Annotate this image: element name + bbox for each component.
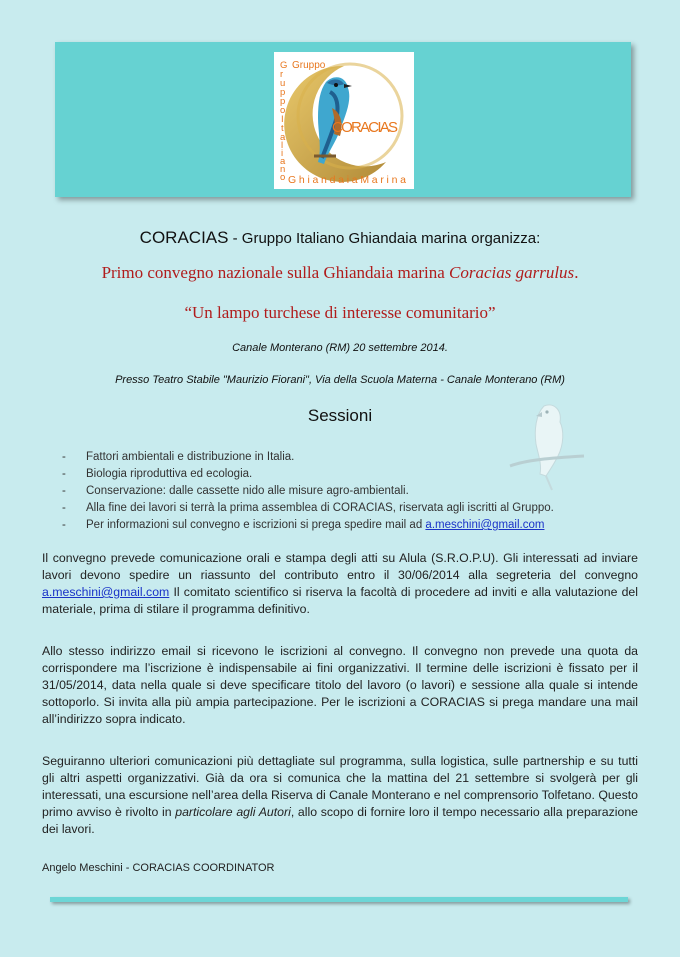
logo-center-text: CORACIAS bbox=[332, 119, 398, 136]
logo-letter: I bbox=[281, 114, 284, 125]
signature: Angelo Meschini - CORACIAS COORDINATOR bbox=[42, 862, 275, 874]
header-banner bbox=[55, 42, 631, 197]
sessions-list bbox=[62, 449, 554, 534]
logo-letter: a bbox=[280, 132, 286, 143]
title-italic: Coracias garrulus bbox=[449, 263, 575, 282]
logo-letter: r bbox=[280, 69, 284, 80]
logo-letter: t bbox=[281, 123, 284, 134]
logo-bottom-text: GhiandaiaMarina bbox=[288, 174, 406, 186]
convention-title bbox=[0, 263, 680, 283]
convention-subtitle: “Un lampo turchese di interesse comunitario” bbox=[184, 303, 496, 322]
logo-letter: i bbox=[281, 148, 284, 159]
place-date: Canale Monterano (RM) 20 settembre 2014. bbox=[232, 342, 448, 354]
logo-letter: a bbox=[280, 156, 286, 167]
email-link[interactable]: a.meschini@gmail.com bbox=[425, 519, 545, 531]
title-end: . bbox=[574, 263, 579, 282]
list-item: - Biologia riproduttiva ed ecologia. bbox=[62, 468, 253, 480]
org-name: CORACIAS bbox=[139, 228, 229, 247]
email-link[interactable]: a.meschini@gmail.com bbox=[42, 585, 170, 599]
paragraph-text: Il comitato scientifico si riserva la facoltà di procedere ad inviti e alla valutazione del materiale, prima di stilare il programma definitivo. bbox=[42, 585, 638, 616]
logo-letter: l bbox=[281, 140, 284, 151]
list-item: - Conservazione: dalle cassette nido alle misure agro-ambientali. bbox=[62, 485, 409, 497]
footer-bar bbox=[50, 897, 628, 902]
paragraph-italic: particolare agli Autori bbox=[175, 805, 291, 819]
list-item: - Alla fine dei lavori si terrà la prima assemblea di CORACIAS, riservata agli iscritti al Gruppo. bbox=[62, 502, 554, 514]
sessions-heading: Sessioni bbox=[307, 406, 373, 425]
session-text: Alla fine dei lavori si terrà la prima assemblea di CORACIAS, riservata agli iscritti al Gruppo. bbox=[86, 502, 554, 514]
paragraph-text: Seguiranno ulteriori comunicazioni più dettagliate sul programma, sulla logistica, sulle partnership e su tutti gli altri aspetti organizzativi. Già da ora si comunica che la mattina del 21 settembre si svolgerà per gli interessati, una escursione nell’area della Riserva di Canale Monterano e nel comprensorio Tolfetano. Questo primo avviso è rivolto in bbox=[42, 754, 638, 819]
logo-letter: n bbox=[280, 164, 286, 175]
org-rest: - Gruppo Italiano Ghiandaia marina organizza: bbox=[228, 230, 541, 247]
session-text: Biologia riproduttiva ed ecologia. bbox=[86, 468, 253, 480]
logo-top-text: Gruppo bbox=[292, 60, 326, 71]
logo-letter: o bbox=[280, 105, 286, 116]
list-item: - Per informazioni sul convegno e iscrizioni si prega spedire mail ad a.meschini@gmail.com bbox=[62, 519, 545, 531]
title-plain: Primo convegno nazionale sulla Ghiandaia marina bbox=[101, 263, 450, 282]
logo-letter: o bbox=[280, 172, 286, 183]
paragraph-further-info bbox=[42, 753, 638, 838]
paragraph-text: Il convegno prevede comunicazione orali e stampa degli atti su Alula (S.R.O.P.U). Gli interessati ad inviare lavori devono spedire un riassunto del contributo entro il 30/06/2014 alla segreteria del convegno bbox=[42, 551, 638, 582]
session-text: Fattori ambientali e distribuzione in Italia. bbox=[86, 451, 295, 463]
paragraph-submission bbox=[42, 550, 638, 618]
session-text: Per informazioni sul convegno e iscrizioni si prega spedire mail ad bbox=[86, 519, 426, 531]
organizer-line bbox=[0, 228, 680, 248]
coracias-logo bbox=[274, 52, 414, 189]
logo-letter: G bbox=[280, 60, 288, 71]
coracias-bird-logo-icon bbox=[274, 52, 414, 189]
logo-letter: p bbox=[280, 87, 286, 98]
session-text: Conservazione: dalle cassette nido alle misure agro-ambientali. bbox=[86, 485, 409, 497]
logo-letter: p bbox=[280, 96, 286, 107]
list-item: - Fattori ambientali e distribuzione in Italia. bbox=[62, 451, 295, 463]
paragraph-registration: Allo stesso indirizzo email si ricevono le iscrizioni al convegno. Il convegno non prevede una quota da corrispondere ma l’iscrizione è indispensabile ai fini organizzativi. Il termine delle iscrizioni è fissato per il 31/05/2014, data nella quale si deve specificare titolo del lavoro (o lavori) e sessione alla quale si intende sottoporlo. Si invita alla più ampia partecipazione. Per le iscrizioni a CORACIAS si prega mandare una mail all’indirizzo sopra indicato. bbox=[42, 644, 638, 726]
venue-line: Presso Teatro Stabile "Maurizio Fiorani", Via della Scuola Materna - Canale Monterano (RM) bbox=[115, 374, 565, 386]
logo-letter: u bbox=[280, 78, 286, 89]
paragraph-text: , allo scopo di fornire loro il tempo necessario alla preparazione dei lavori. bbox=[42, 805, 638, 836]
